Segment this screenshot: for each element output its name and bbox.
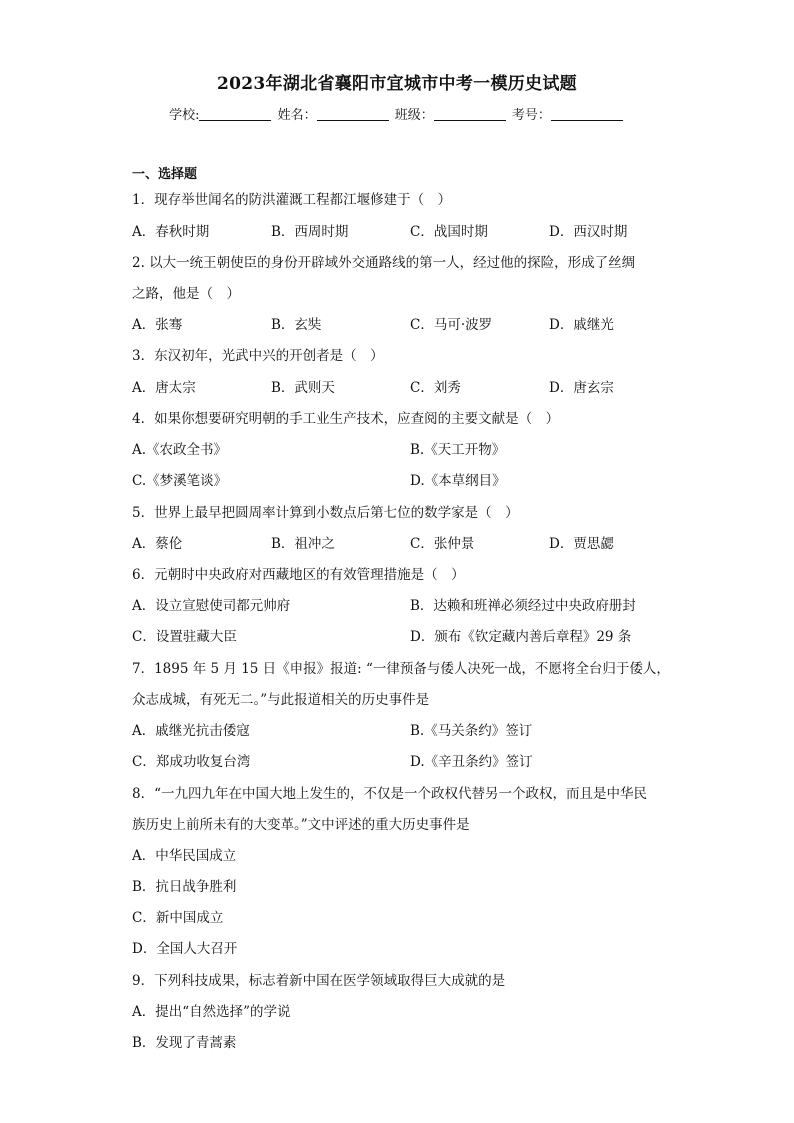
question-4-option-b: B.《天工开物》 xyxy=(410,442,506,458)
question-9-option-a: A．提出“自然选择”的学说 xyxy=(132,1004,291,1020)
question-5-option-c: C．张仲景 xyxy=(410,536,475,552)
question-3-option-a: A．唐太宗 xyxy=(132,380,196,396)
question-4-option-a: A.《农政全书》 xyxy=(132,442,228,458)
question-1-stem: 1．现存举世闻名的防洪灌溉工程都江堰修建于（ ） xyxy=(132,192,452,208)
question-3-option-c: C．刘秀 xyxy=(410,380,461,396)
student-info-row xyxy=(0,104,794,123)
question-8-stem-line-2: 族历史上前所未有的大变革。”文中评述的重大历史事件是 xyxy=(132,817,470,833)
question-4-stem: 4．如果你想要研究明朝的手工业生产技术，应查阅的主要文献是（ ） xyxy=(132,411,560,427)
question-7-option-d: D.《辛丑条约》签订 xyxy=(410,754,533,770)
question-2-option-b: B．玄奘 xyxy=(271,317,322,333)
exam-no-label: 考号： xyxy=(511,108,551,123)
name-label: 姓名： xyxy=(277,108,317,123)
question-3-option-b: B．武则天 xyxy=(271,380,335,396)
name-blank[interactable] xyxy=(317,108,389,121)
question-8-option-d: D．全国人大召开 xyxy=(132,941,238,957)
question-2-option-c: C．马可·波罗 xyxy=(410,317,493,333)
question-1-option-b: B．西周时期 xyxy=(271,224,349,240)
question-2-option-d: D．戚继光 xyxy=(549,317,614,333)
question-2-option-a: A．张骞 xyxy=(132,317,183,333)
question-7-stem-line-1: 7．1895 年 5 月 15 日《申报》报道: “一律预备与倭人决死一战，不愿将全台归于倭人， xyxy=(132,661,670,677)
question-1-option-a: A．春秋时期 xyxy=(132,224,210,240)
question-7-option-b: B.《马关条约》签订 xyxy=(410,723,533,739)
question-8-option-c: C．新中国成立 xyxy=(132,910,224,926)
question-5-option-a: A．蔡伦 xyxy=(132,536,183,552)
class-label: 班级： xyxy=(394,108,434,123)
exam-title: 2023年湖北省襄阳市宜城市中考一模历史试题 xyxy=(217,74,577,94)
question-4-option-d: D.《本草纲目》 xyxy=(410,473,506,489)
question-1-option-c: C．战国时期 xyxy=(410,224,488,240)
question-6-option-d: D．颁布《钦定藏内善后章程》29 条 xyxy=(410,629,632,645)
question-5-option-d: D．贾思勰 xyxy=(549,536,614,552)
class-blank[interactable] xyxy=(434,108,506,121)
question-2-stem-line-2: 之路，他是（ ） xyxy=(132,286,240,302)
question-7-option-a: A．戚继光抗击倭寇 xyxy=(132,723,250,739)
question-8-stem-line-1: 8．“一九四九年在中国大地上发生的，不仅是一个政权代替另一个政权，而且是中华民 xyxy=(132,786,647,802)
question-6-stem: 6．元朝时中央政府对西藏地区的有效管理措施是（ ） xyxy=(132,567,465,583)
question-4-option-c: C.《梦溪笔谈》 xyxy=(132,473,228,489)
section-heading: 一、选择题 xyxy=(132,167,198,182)
question-8-option-a: A．中华民国成立 xyxy=(132,848,237,864)
school-blank[interactable] xyxy=(199,108,271,121)
question-7-stem-line-2: 众志成城，有死无二。”与此报道相关的历史事件是 xyxy=(132,692,430,708)
question-3-stem: 3．东汉初年，光武中兴的开创者是（ ） xyxy=(132,348,384,364)
question-9-option-b: B．发现了青蒿素 xyxy=(132,1035,237,1051)
exam-no-blank[interactable] xyxy=(551,108,623,121)
question-1-option-d: D．西汉时期 xyxy=(549,224,628,240)
question-7-option-c: C．郑成功收复台湾 xyxy=(132,754,251,770)
question-5-stem: 5．世界上最早把圆周率计算到小数点后第七位的数学家是（ ） xyxy=(132,505,519,521)
question-6-option-c: C．设置驻藏大臣 xyxy=(132,629,237,645)
question-8-option-b: B．抗日战争胜利 xyxy=(132,879,237,895)
question-6-option-a: A．设立宣慰使司都元帅府 xyxy=(132,598,291,614)
question-2-stem-line-1: 2. 以大一统王朝使臣的身份开辟域外交通路线的第一人，经过他的探险，形成了丝绸 xyxy=(132,255,636,271)
question-3-option-d: D．唐玄宗 xyxy=(549,380,614,396)
question-5-option-b: B．祖冲之 xyxy=(271,536,335,552)
question-6-option-b: B．达赖和班禅必须经过中央政府册封 xyxy=(410,598,636,614)
school-label: 学校: xyxy=(169,108,200,123)
question-9-stem: 9．下列科技成果，标志着新中国在医学领域取得巨大成就的是 xyxy=(132,973,506,989)
